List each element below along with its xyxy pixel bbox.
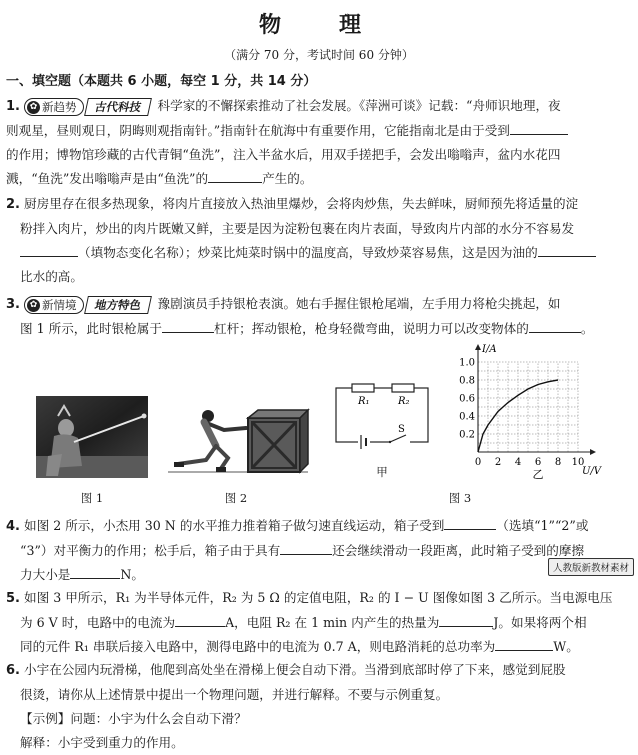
example-answer: 解释：小宇受到重力的作用。 [20,735,184,750]
chart-caption: 乙 [532,468,544,481]
iu-chart [448,344,602,481]
question-6 [6,658,632,755]
answer-blank[interactable] [444,516,496,530]
question-text: 小宇在公园内玩滑梯，他爬到高处坐在滑梯上便会自动下滑。当滑到底部时停了下来，感觉到屁股 [24,662,566,677]
question-text: 同的元件 R₁ 串联后接入电路中，测得电路中的电流为 0.7 A，则电路消耗的总功率为 [20,639,496,654]
star-icon: ✿ [27,299,40,312]
question-text: W。 [553,639,579,654]
figure-2-caption: 图 2 [224,491,248,505]
question-text: N。 [120,567,144,582]
x-tick-label: 2 [494,457,502,468]
question-1 [6,94,632,191]
y-axis-arrow [475,344,481,350]
question-text: 为 6 V 时，电路中的电流为 [20,615,176,630]
question-text: “3”）对平衡力的作用；松手后，箱子由于具有 [20,543,281,558]
question-text: 。 [580,321,594,336]
page-title: 物 理 [258,13,379,38]
switch-label: S [398,424,405,435]
exam-info: （满分 70 分，考试时间 60 分钟） [224,48,414,62]
figure-3-caption: 图 3 [448,491,472,505]
question-text: （选填“1”“2”或 [496,518,589,533]
y-tick-label: 0.8 [459,375,475,387]
trend-tag-label: 新情境 [42,297,77,312]
boy-pushing-box-figure [168,400,308,476]
y-axis-label: I/A [482,344,497,355]
y-tick-label: 0.2 [459,429,475,441]
trend-tag [24,98,84,116]
answer-blank[interactable] [70,565,120,579]
question-text: 力大小是 [20,567,71,582]
answer-blank[interactable] [175,613,225,627]
question-text: 很烫，请你从上述情景中提出一个物理问题，并进行解释。不要与示例重复。 [20,687,449,702]
answer-blank[interactable] [20,243,78,257]
question-text: 溅，“鱼洗”发出嗡嗡声是由“鱼洗”的 [6,171,209,186]
question-number: 5. [6,591,20,606]
answer-blank[interactable] [538,243,596,257]
question-text: 则观星，昼则观日，阴晦则观指南针。”指南针在航海中有重要作用，它能指南北是由于受到 [6,123,510,138]
question-text: （填物态变化名称）；炒菜比炖菜时锅中的温度高，导致炒菜容易焦，这是因为油的 [78,245,538,260]
x-tick-label: 0 [474,457,482,468]
question-text: 图 1 所示，此时银枪属于 [20,321,162,336]
answer-blank[interactable] [162,319,214,333]
x-tick-label: 8 [554,457,562,468]
star-icon: ✿ [27,101,40,114]
question-2 [6,192,632,289]
question-number: 2. [6,197,20,212]
opera-performer-photo [36,396,148,478]
question-number: 1. [6,99,20,114]
y-tick-label: 0.4 [459,411,475,423]
resistor-r2 [392,384,414,392]
r2-label: R₂ [398,396,410,407]
trend-tag [24,296,84,314]
question-text: 豫剧演员手持银枪表演。她右手握住银枪尾端，左手用力将枪尖挑起，如 [157,296,561,311]
question-number: 4. [6,519,20,534]
answer-blank[interactable] [439,613,493,627]
topic-tag: 古代科技 [84,98,152,116]
question-text: J。如果将两个相 [493,615,587,630]
question-3 [6,292,632,341]
y-tick-label: 1.0 [459,357,475,369]
topic-tag: 地方特色 [84,296,152,314]
x-tick-label: 4 [514,457,522,468]
question-text: 还会继续滑动一段距离，此时箱子受到的摩擦 [332,543,585,558]
question-text: 厨房里存在很多热现象，将肉片直接放入热油里爆炒，会将肉炒焦，失去鲜味，厨师预先将适量的淀 [24,196,579,211]
x-axis-label: U/V [582,466,602,477]
answer-blank[interactable] [529,319,581,333]
textbook-source-badge: 人教版新教材素材 [548,558,634,576]
question-4 [6,514,632,587]
answer-blank[interactable] [208,169,262,183]
figure-1-caption: 图 1 [80,491,104,505]
x-axis-arrow [590,449,596,455]
circuit-diagram [330,380,434,450]
y-tick-label: 0.6 [459,393,475,405]
question-text: 如图 3 甲所示，R₁ 为半导体元件，R₂ 为 5 Ω 的定值电阻，R₂ 的 I − U 图像如图 3 乙所示。当电源电压 [24,590,613,605]
answer-blank[interactable] [280,541,332,555]
resistor-r1 [352,384,374,392]
question-number: 3. [6,297,20,312]
question-text: 科学家的不懈探索推动了社会发展。《萍洲可谈》记载：“舟师识地理，夜 [157,98,561,113]
example-question: 【示例】问题：小宇为什么会自动下滑？ [20,711,247,726]
x-tick-label: 10 [571,457,585,468]
question-text: 的作用；博物馆珍藏的古代青铜“鱼洗”，注入半盆水后，用双手搓把手，会发出嗡嗡声，盆内水花四 [6,147,561,162]
question-text: 比水的高。 [20,269,83,284]
question-text: 杠杆；挥动银枪，枪身轻微弯曲，说明力可以改变物体的 [213,321,529,336]
x-tick-label: 6 [534,457,542,468]
question-text: 产生的。 [262,171,313,186]
section-heading: 一、填空题（本题共 6 小题，每空 1 分，共 14 分） [6,74,317,89]
question-5 [6,586,632,659]
question-text: A，电阻 R₂ 在 1 min 内产生的热量为 [225,615,440,630]
answer-blank[interactable] [510,121,568,135]
circuit-caption: 甲 [376,465,388,479]
trend-tag-label: 新趋势 [42,99,77,114]
answer-blank[interactable] [495,637,553,651]
question-number: 6. [6,663,20,678]
question-text: 粉拌入肉片，炒出的肉片既嫩又鲜，主要是因为淀粉包裹在肉片表面，导致肉片内部的水分不容易发 [20,221,575,236]
r1-label: R₁ [358,396,370,407]
question-text: 如图 2 所示，小杰用 30 N 的水平推力推着箱子做匀速直线运动，箱子受到 [24,518,445,533]
